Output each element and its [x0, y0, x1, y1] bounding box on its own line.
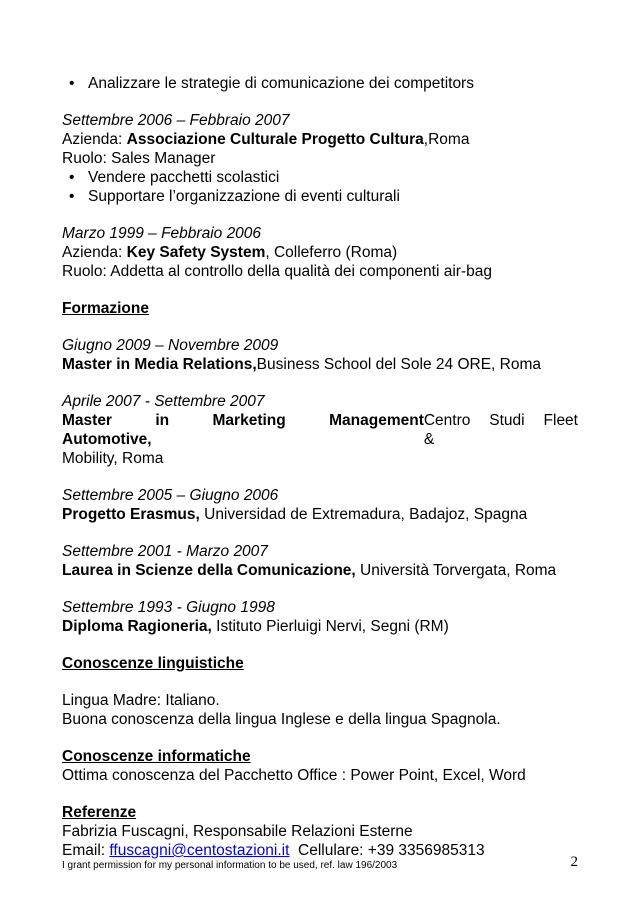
education-detail: Centro Studi Fleet & — [423, 412, 578, 448]
experience-bullets — [62, 168, 578, 206]
experience-company-line — [62, 130, 578, 149]
education-date: Settembre 2001 - Marzo 2007 — [62, 543, 268, 560]
education-line — [62, 561, 578, 580]
company-label: Azienda: — [62, 244, 127, 261]
education-title: Progetto Erasmus, — [62, 506, 200, 523]
languages-block — [62, 691, 578, 729]
email-link[interactable]: ffuscagni@centostazioni.it — [109, 842, 290, 859]
company-location: , Colleferro (Roma) — [265, 244, 398, 261]
education-detail: Business School del Sole 24 ORE, Roma — [256, 356, 541, 373]
education-detail-continued: Mobility, Roma — [62, 450, 164, 467]
education-date: Giugno 2009 – Novembre 2009 — [62, 337, 279, 354]
experience-entry — [62, 111, 578, 206]
education-entry — [62, 336, 578, 374]
page-footer — [62, 856, 578, 872]
phone-text: Cellulare: +39 3356985313 — [289, 842, 485, 859]
other-languages: Buona conoscenza della lingua Inglese e della lingua Spagnola. — [62, 711, 501, 728]
education-date: Settembre 2005 – Giugno 2006 — [62, 487, 279, 504]
education-date: Settembre 1993 - Giugno 1998 — [62, 599, 275, 616]
page-number: 2 — [570, 854, 578, 870]
education-line — [62, 617, 578, 636]
email-label: Email: — [62, 842, 110, 859]
section-heading-formazione: Formazione — [62, 300, 149, 317]
it-skills-text: Ottima conoscenza del Pacchetto Office : Power Point, Excel, Word — [62, 767, 526, 784]
experience-date: Marzo 1999 – Febbraio 2006 — [62, 225, 262, 242]
section-heading-references: Referenze — [62, 804, 137, 821]
experience-company-line — [62, 243, 578, 262]
education-line — [62, 355, 578, 374]
education-title: Diploma Ragioneria, — [62, 618, 212, 635]
company-label: Azienda: — [62, 131, 127, 148]
experience-role: Ruolo: Sales Manager — [62, 150, 216, 167]
education-date: Aprile 2007 - Settembre 2007 — [62, 393, 265, 410]
education-entry — [62, 542, 578, 580]
bullet-item: • Supportare l’organizzazione di eventi culturali — [62, 187, 578, 206]
experience-role: Ruolo: Addetta al controllo della qualità dei componenti air-bag — [62, 263, 492, 280]
it-skills-block — [62, 766, 578, 785]
bullet-item: • Analizzare le strategie di comunicazione dei competitors — [62, 74, 578, 93]
resume-page — [62, 74, 578, 860]
company-name: Key Safety System — [126, 244, 266, 261]
footer-permission-note: I grant permission for my personal information to be used, ref. law 196/2003 — [62, 860, 398, 871]
company-name: Associazione Culturale Progetto Cultura — [126, 131, 424, 148]
education-title: Master in Media Relations, — [62, 356, 257, 373]
experience-entry — [62, 224, 578, 281]
section-heading-it-skills: Conoscenze informatiche — [62, 748, 251, 765]
section-heading-languages: Conoscenze linguistiche — [62, 655, 244, 672]
education-entry — [62, 486, 578, 524]
education-title: Laurea in Scienze della Comunicazione, — [62, 562, 356, 579]
company-location: ,Roma — [423, 131, 470, 148]
references-block — [62, 822, 578, 860]
education-entry — [62, 392, 578, 468]
education-title: Master in Marketing Management Automotive, — [62, 412, 424, 448]
education-line — [62, 505, 578, 524]
education-detail: Università Torvergata, Roma — [355, 562, 557, 579]
experience-date: Settembre 2006 – Febbraio 2007 — [62, 112, 290, 129]
education-entry — [62, 598, 578, 636]
education-line — [62, 411, 578, 449]
bullet-item: • Vendere pacchetti scolastici — [62, 168, 578, 187]
education-detail: Istituto Pierluigi Nervi, Segni (RM) — [211, 618, 449, 635]
mother-tongue: Lingua Madre: Italiano. — [62, 692, 220, 709]
reference-name: Fabrizia Fuscagni, Responsabile Relazioni Esterne — [62, 823, 413, 840]
top-bullet-list — [62, 74, 578, 93]
education-detail: Universidad de Extremadura, Badajoz, Spagna — [199, 506, 528, 523]
